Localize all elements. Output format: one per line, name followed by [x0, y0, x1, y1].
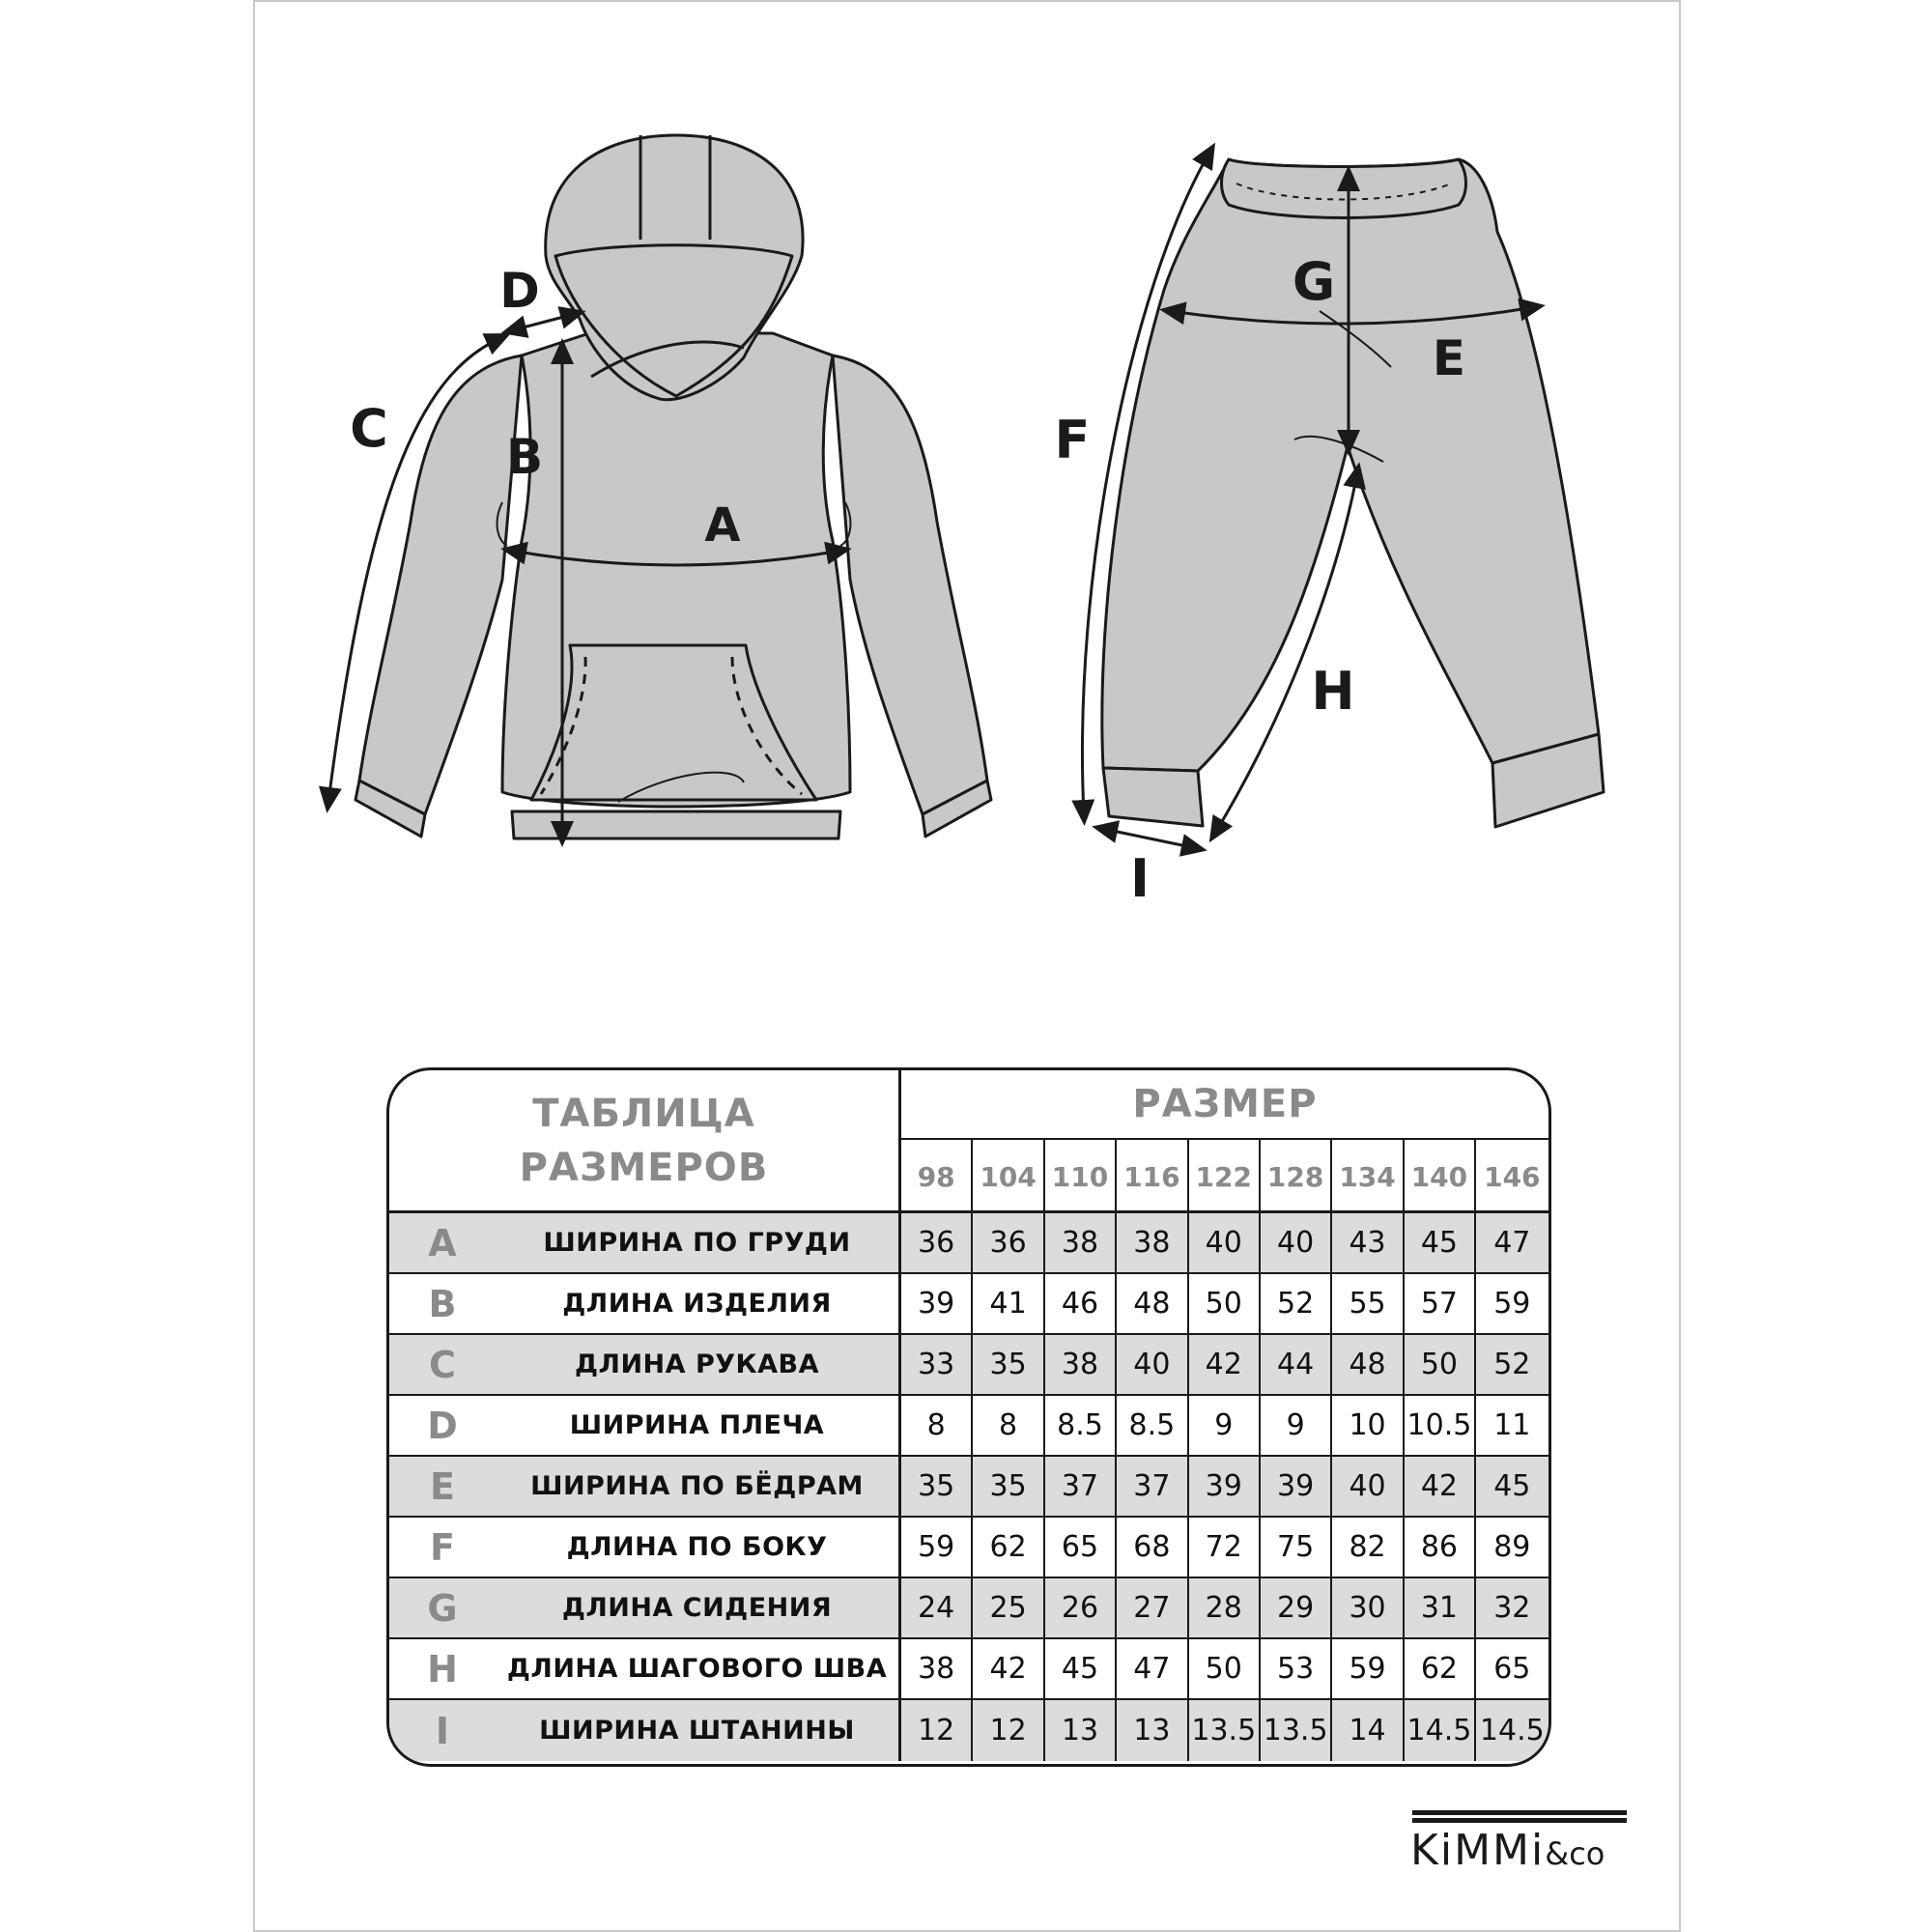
table-cell: 45: [1405, 1213, 1476, 1272]
measure-arrow-i: [1103, 829, 1196, 848]
size-table-rows: [389, 1213, 1548, 1761]
size-table-title: [389, 1070, 901, 1213]
size-header-title: РАЗМЕР: [901, 1070, 1548, 1140]
label-i: I: [1129, 848, 1151, 909]
label-d: D: [499, 263, 540, 319]
size-header-cell: 110: [1045, 1140, 1117, 1213]
table-cell: 89: [1493, 1530, 1531, 1564]
table-cell: 65: [1493, 1652, 1531, 1686]
table-cell: 37: [1117, 1457, 1188, 1516]
table-cell: 57: [1405, 1274, 1476, 1333]
table-row: [389, 1457, 1548, 1518]
row-values: [901, 1274, 1548, 1333]
table-row: [389, 1639, 1548, 1700]
table-row: [389, 1700, 1548, 1761]
table-cell: 36: [973, 1213, 1044, 1272]
row-values: [901, 1213, 1548, 1272]
brand-text: [1410, 1826, 1605, 1875]
size-header-cell: 116: [1117, 1140, 1188, 1213]
size-table-title-line2: РАЗМЕРОВ: [519, 1145, 769, 1190]
table-cell: 38: [901, 1639, 973, 1698]
table-cell: 24: [901, 1578, 973, 1637]
size-header-cell: 122: [1189, 1140, 1261, 1213]
table-cell: 40: [1189, 1213, 1261, 1272]
row-values: [901, 1518, 1548, 1577]
label-a: A: [704, 498, 741, 553]
table-cell: 32: [1493, 1591, 1531, 1625]
size-header-cell: 98: [901, 1140, 973, 1213]
hoodie-right-sleeve: [833, 355, 987, 814]
table-cell: 59: [1493, 1287, 1531, 1321]
size-table: [386, 1067, 1551, 1767]
row-values: [901, 1578, 1548, 1637]
table-cell: 39: [1261, 1457, 1332, 1516]
table-cell: 42: [1189, 1335, 1261, 1394]
label-c: C: [350, 398, 388, 459]
row-name: ШИРИНА ПО БЁДРАМ: [496, 1457, 901, 1516]
table-cell: 52: [1261, 1274, 1332, 1333]
table-cell: 48: [1332, 1335, 1404, 1394]
brand-bar-bottom: [1412, 1818, 1627, 1823]
table-cell: 47: [1493, 1226, 1531, 1260]
row-name: ДЛИНА ШАГОВОГО ШВА: [496, 1639, 901, 1698]
row-name: ДЛИНА ИЗДЕЛИЯ: [496, 1274, 901, 1333]
size-header: [901, 1070, 1548, 1213]
table-cell: 72: [1189, 1518, 1261, 1577]
table-cell: 9: [1189, 1396, 1261, 1455]
table-cell: 37: [1045, 1457, 1117, 1516]
table-cell: 50: [1405, 1335, 1476, 1394]
table-cell: 42: [1405, 1457, 1476, 1516]
row-values: [901, 1639, 1548, 1698]
brand-suffix: &co: [1545, 1835, 1605, 1872]
table-row: [389, 1518, 1548, 1578]
row-values: [901, 1457, 1548, 1516]
label-g: G: [1292, 251, 1336, 312]
table-cell: 86: [1405, 1518, 1476, 1577]
table-cell: 8: [973, 1396, 1044, 1455]
table-cell: 41: [973, 1274, 1044, 1333]
table-cell: 25: [973, 1578, 1044, 1637]
table-row: [389, 1335, 1548, 1396]
row-name: ДЛИНА ПО БОКУ: [496, 1518, 901, 1577]
table-cell: 11: [1493, 1408, 1531, 1442]
size-table-title-line1: ТАБЛИЦА: [532, 1091, 755, 1136]
table-cell: 40: [1117, 1335, 1188, 1394]
size-header-cell: 134: [1332, 1140, 1404, 1213]
table-cell: 33: [901, 1335, 973, 1394]
table-cell: 13.5: [1261, 1700, 1332, 1761]
table-cell: 47: [1117, 1639, 1188, 1698]
table-cell: 48: [1117, 1274, 1188, 1333]
row-values: [901, 1335, 1548, 1394]
row-values: [901, 1396, 1548, 1455]
row-letter: B: [428, 1282, 457, 1325]
table-cell: 31: [1405, 1578, 1476, 1637]
table-cell: 14: [1332, 1700, 1404, 1761]
row-letter: A: [428, 1221, 457, 1264]
brand-bar-top: [1412, 1810, 1627, 1815]
table-cell: 59: [1332, 1639, 1404, 1698]
row-name: ШИРИНА ПЛЕЧА: [496, 1396, 901, 1455]
table-cell: 10: [1332, 1396, 1404, 1455]
table-cell: 14.5: [1405, 1700, 1476, 1761]
pants-left-cuff: [1103, 768, 1203, 826]
brand-name: KiMMi: [1410, 1826, 1546, 1875]
row-letter: E: [430, 1464, 455, 1508]
table-cell: 35: [973, 1457, 1044, 1516]
row-letter: G: [427, 1586, 458, 1630]
table-cell: 29: [1261, 1578, 1332, 1637]
row-letter: I: [435, 1709, 450, 1752]
table-cell: 75: [1261, 1518, 1332, 1577]
table-cell: 42: [973, 1639, 1044, 1698]
hoodie-illustration: [355, 135, 991, 838]
size-header-cell: 104: [973, 1140, 1044, 1213]
table-cell: 68: [1117, 1518, 1188, 1577]
table-row: [389, 1213, 1548, 1274]
table-cell: 10.5: [1405, 1396, 1476, 1455]
table-cell: 13: [1117, 1700, 1188, 1761]
row-name: ДЛИНА РУКАВА: [496, 1335, 901, 1394]
table-cell: 8.5: [1045, 1396, 1117, 1455]
row-letter: F: [430, 1525, 455, 1569]
table-cell: 38: [1045, 1213, 1117, 1272]
table-cell: 44: [1261, 1335, 1332, 1394]
table-cell: 62: [973, 1518, 1044, 1577]
table-cell: 45: [1045, 1639, 1117, 1698]
table-cell: 46: [1045, 1274, 1117, 1333]
row-letter: D: [427, 1404, 458, 1447]
table-cell: 45: [1493, 1469, 1531, 1503]
row-name: ШИРИНА ПО ГРУДИ: [496, 1213, 901, 1272]
table-cell: 28: [1189, 1578, 1261, 1637]
table-cell: 40: [1332, 1457, 1404, 1516]
table-cell: 35: [973, 1335, 1044, 1394]
table-cell: 14.5: [1479, 1714, 1545, 1747]
size-header-cell: 146: [1484, 1160, 1541, 1193]
table-cell: 39: [901, 1274, 973, 1333]
size-header-cell: 128: [1261, 1140, 1332, 1213]
table-cell: 59: [901, 1518, 973, 1577]
table-cell: 12: [973, 1700, 1044, 1761]
table-row: [389, 1396, 1548, 1457]
table-cell: 50: [1189, 1274, 1261, 1333]
table-cell: 13: [1045, 1700, 1117, 1761]
table-cell: 35: [901, 1457, 973, 1516]
table-cell: 39: [1189, 1457, 1261, 1516]
row-name: ШИРИНА ШТАНИНЫ: [496, 1700, 901, 1761]
table-cell: 38: [1117, 1213, 1188, 1272]
row-letter: C: [429, 1343, 456, 1386]
table-cell: 36: [901, 1213, 973, 1272]
table-cell: 38: [1045, 1335, 1117, 1394]
table-cell: 13.5: [1189, 1700, 1261, 1761]
table-cell: 55: [1332, 1274, 1404, 1333]
row-letter: H: [427, 1647, 458, 1690]
row-name: ДЛИНА СИДЕНИЯ: [496, 1578, 901, 1637]
table-cell: 82: [1332, 1518, 1404, 1577]
table-cell: 27: [1117, 1578, 1188, 1637]
label-h: H: [1311, 661, 1355, 722]
table-cell: 26: [1045, 1578, 1117, 1637]
size-header-values: [901, 1140, 1548, 1213]
label-e: E: [1432, 330, 1466, 386]
table-cell: 50: [1189, 1639, 1261, 1698]
table-cell: 30: [1332, 1578, 1404, 1637]
table-cell: 65: [1045, 1518, 1117, 1577]
table-row: [389, 1578, 1548, 1639]
table-cell: 9: [1261, 1396, 1332, 1455]
table-cell: 62: [1405, 1639, 1476, 1698]
table-cell: 52: [1493, 1348, 1531, 1381]
brand-logo: [1410, 1804, 1633, 1875]
size-header-cell: 140: [1405, 1140, 1476, 1213]
pants-waistband: [1222, 159, 1466, 218]
table-cell: 12: [901, 1700, 973, 1761]
label-b: B: [505, 429, 544, 485]
table-cell: 40: [1261, 1213, 1332, 1272]
table-cell: 53: [1261, 1639, 1332, 1698]
table-cell: 8: [901, 1396, 973, 1455]
row-values: [901, 1700, 1548, 1761]
label-f: F: [1054, 410, 1091, 470]
table-cell: 43: [1332, 1213, 1404, 1272]
table-cell: 8.5: [1117, 1396, 1188, 1455]
table-row: [389, 1274, 1548, 1335]
